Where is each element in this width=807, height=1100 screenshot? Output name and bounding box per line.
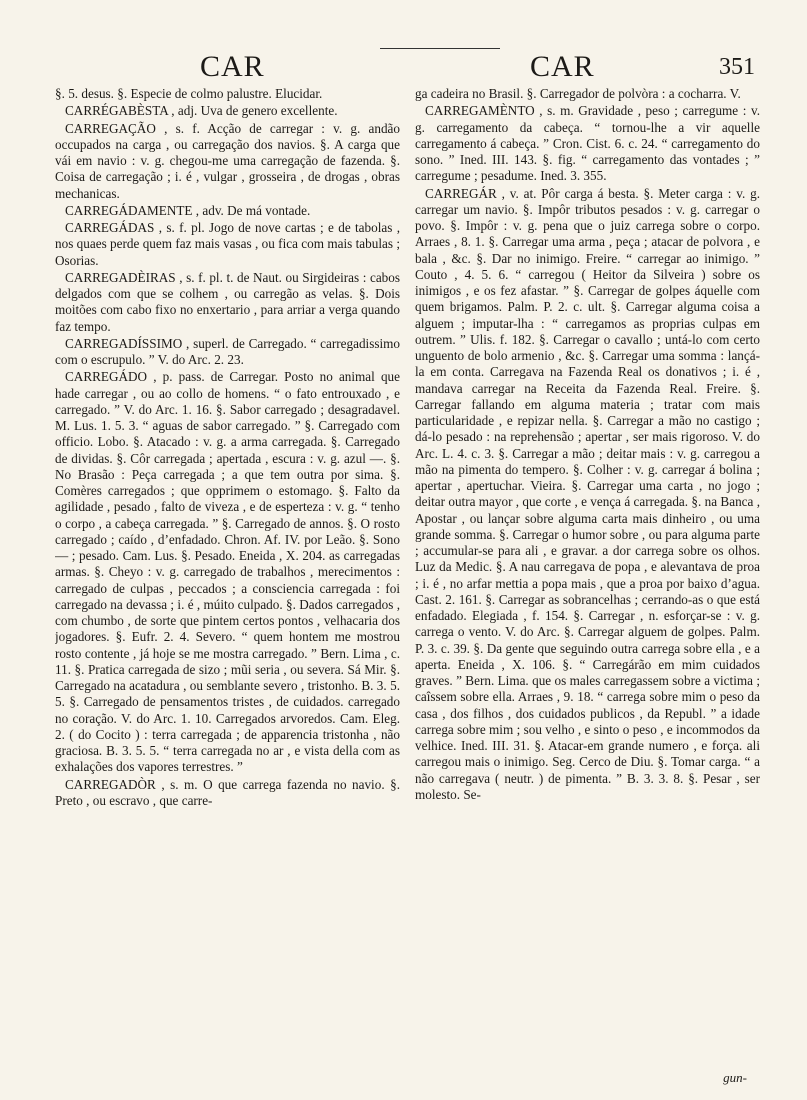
page-number: 351 <box>719 54 755 80</box>
entry-paragraph: CARREGAÇÃO , s. f. Acção de carregar : v. g. andão occupados na carga , ou carregação dos navios. §. A carga que vái em navio : v. g. chegou-me uma carregação de fazenda. §. Coisa de carregação ; i. é , vulgar , grosseira , de drogas , obras mechanicas. <box>55 120 400 201</box>
entry-paragraph: CARREGADÍSSIMO , superl. de Carregado. “ carregadissimo com o escrupulo. ” V. do Arc. 2. 23. <box>55 335 400 367</box>
entry-paragraph: §. 5. desus. §. Especie de colmo palustre. Elucidar. <box>55 86 323 101</box>
catchword: gun- <box>723 1070 747 1085</box>
entry-paragraph: CARREGÁDO , p. pass. de Carregar. Posto no animal que hade carregar , ou ao collo de homens. “ o fato entrouxado , e carregado. ” V. do Arc. 1. 16. §. Sabor carregado ; desagradavel. M. Lus. 1. 5. 3. “ aguas de sabor carregado. ” §. Carregado com officio. Lobo. §. Atacado : v. g. a arma carregada. §. Carregado de dividas. §. Côr carregada ; apertada , escura : v. g. azul —. §. No Brasão : Peça carregada ; a que tem outra por sima. §. Comères carregados ; que opprimem o estomago. §. Falto da agilidade , pesado , falto de viveza , e de esperteza : v. g. “ tenho o corpo , a cabeça carregada. ” §. Carregado de annos. §. O rosto carregado ; caído , d’enfadado. Chron. Af. IV. por Leão. §. Sono — ; pesado. Cam. Lus. §. Pesado. Eneida , X. 204. as carregadas armas. §. Cheyo : v. g. carregado de trabalhos , merecimentos : carregado de culpas , peccados ; a consciencia carregada : foi carregado na devassa ; i. é , múito culpado. §. Dados carregados , com chumbo , de sorte que pintem certos pontos , velhacaria dos jogadores. §. Eufr. 2. 4. Severo. “ quem hontem me mostrou rosto contente , já hoje se me mostra carregado. ” Bern. Lima , c. 11. §. Pratica carregada de sizo ; mũi seria , ou severa. Sá Mir. §. Carregado na acatadura , ou semblante severo , tristonho. B. 3. 5. 5. §. Carregado de pensamentos tristes , de cuidados. carregado no coração. V. do Arc. 1. 10. Carregados arvoredos. Cam. Eleg. 2. ( do Cocito ) : terra carregada ; de apparencia tristonha , não graciosa. B. 3. 5. 5. “ terra carregada no ar , e vista della com as exhalações dos vapores terrestres. ” <box>55 369 400 775</box>
running-head-right: CAR <box>530 50 595 83</box>
entry-paragraph: CARREGAMÈNTO , s. m. Gravidade , peso ; carregume : v. g. carregamento da cabeça. “ tornou-lhe a vir aquelle carregamento á cabeça. ” Cron. Cist. 6. c. 24. “ carregamento do sono. ” Ined. III. 143. §. fig. “ carregamento das vontades ; ” carregume ; pesadume. Ined. 3. 355. <box>415 103 760 184</box>
entry-paragraph: ga cadeira no Brasil. §. Carregador de polvòra : a cocharra. V. <box>415 86 741 101</box>
entry-paragraph: CARREGÁDAMENTE , adv. De má vontade. <box>65 202 311 218</box>
left-column <box>55 86 400 1086</box>
entry-paragraph: CARRÉGABÈSTA , adj. Uva de genero excellente. <box>65 103 338 119</box>
entry-paragraph: CARREGÁR , v. at. Pôr carga á besta. §. Meter carga : v. g. carregar um navio. §. Impôr tributos pesados : v. g. carregar o povo. §. Impôr : v. g. pena que o juiz carrega sobre o corpo. Arraes , 8. 1. §. Carregar uma arma , peça ; atacar de polvora , e bala , &c. §. Dar no inimigo. Freire. “ carregar ao inimigo. ” Couto , 4. 5. 6. “ carregou ( Heitor da Silveira ) sobre os inimigos , e os fez afastar. ” §. Carregar de golpes áquelle com quem brigamos. Palm. P. 2. c. ult. §. Carregar alguma coisa a alguem ; imputar-lha : “ carregamos as proprias culpas em outrem. ” Ulis. f. 182. §. Carregar o cavallo ; untá-lo com certo unguento de bolo armenio , &c. §. Carregar uma somma : lançá-la em conta. Carregava na Fazenda Real os donativos ; i. é , mandava carregar na Receita da Fazenda Real. Freire. §. Carregar fallando em alguma materia ; tratar com mais particularidade , e repizar nella. §. Carregar a mão no castigo ; dá-lo pesado : na reprehensão ; apertar , ser mais rigoroso. V. do Arc. L. 4. c. 3. §. Carregar a mão ; deitar mais : v. g. carregou a mão na pimenta do tempero. §. Colher : v. g. carregar á bolina ; apertar , apertuchar. Vieira. §. Carregar uma carta , no jogo ; deitar outra mayor , que corte , e vença á carregada. §. na Banca , Apostar , ou lançar sobre alguma carta mais dinheiro , ou uma grande somma. §. Carregar o humor sobre , ou para alguma parte ; accumular-se para ali , e gravar. a dor carrega sobre os olhos. Luz da Medic. §. A nau carregava de popa , e alevantava de proa ; i. é , no arfar mettia a popa mais , que a proa por baixo d’agua. Cast. 2. 161. §. Carregar as sobrancelhas ; cerrando-as o que está enfadado. Elegiada , f. 154. §. Carregar , n. esforçar-se : v. g. carrega o vento. V. do Arc. §. Carregar alguem de golpes. Palm. P. 3. c. 39. §. Da gente que seguindo outra carrega sobre ella , e a aperta. Eneida , X. 106. §. “ Carregárão em mim cuidados graves. ” Bern. Lima. que os males carregassem sobre a victima ; caîssem sobre ella. Arraes , 9. 18. “ carrega sobre mim o peso da casa , dos filhos , dos cuidados publicos , da Republ. ” a idade carrega sobre mim ; sou velho , e sinto o peso , e incommodos da velhice. Ined. III. 31. §. Atacar-em grande numero , e força. ali carregou mais o inimigo. Seg. Cerco de Diu. §. Tomar carga. “ a não carregava ( neutr. ) de pimenta. ” B. 3. 3. 8. §. Pesar , ser molesto. Se- <box>415 185 760 802</box>
right-column <box>415 86 760 1086</box>
entry-paragraph: CARREGÁDAS , s. f. pl. Jogo de nove cartas ; e de tabolas , nos quaes perde quem faz mais vasas , ou fica com mais tabulas ; Osorias. <box>55 220 400 268</box>
running-head-left: CAR <box>200 50 265 83</box>
header-rule <box>380 48 500 49</box>
entry-paragraph: CARREGADÒR , s. m. O que carrega fazenda no navio. §. Preto , ou escravo , que carre- <box>55 776 400 808</box>
entry-paragraph: CARREGADÈIRAS , s. f. pl. t. de Naut. ou Sirgideiras : cabos delgados com que se colhem , ou carregão as velas. §. Dois moitões com cabo fixo no enxertario , para arriar a verga quando faz tempo. <box>55 269 400 334</box>
